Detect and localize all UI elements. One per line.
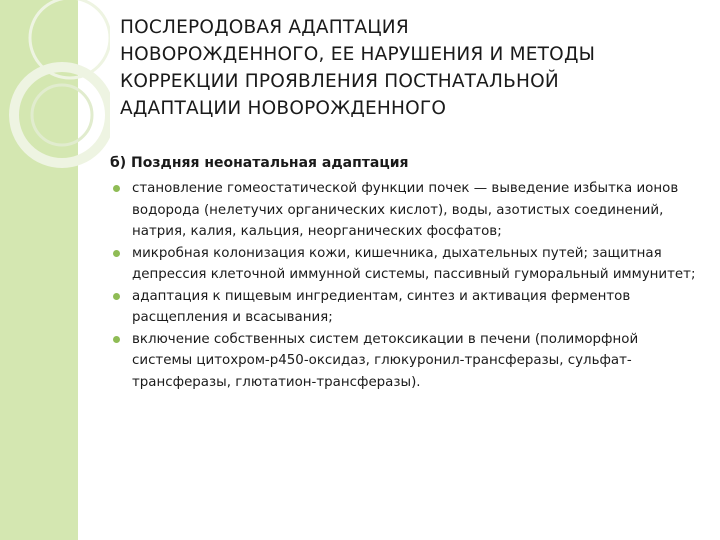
list-item-text: адаптация к пищевым ингредиентам, синтез и активация ферментов расщепления и всасывания;	[132, 288, 631, 325]
list-item	[110, 178, 700, 243]
title-line: ПОСЛЕРОДОВАЯ АДАПТАЦИЯ	[120, 17, 409, 38]
round-bullet-icon	[113, 336, 120, 343]
list-item	[110, 286, 700, 329]
slide-title	[120, 14, 710, 122]
list-item	[110, 243, 700, 286]
section-heading: б) Поздняя неонатальная адаптация	[110, 155, 409, 171]
list-item-text: становление гомеостатической функции почек — выведение избытка ионов водорода (нелетучих органических кислот), воды, азотистых соединений, натрия, калия, кальция, неорганических фосфатов;	[132, 181, 679, 239]
title-line: КОРРЕКЦИИ ПРОЯВЛЕНИЯ ПОСТНАТАЛЬНОЙ	[120, 71, 559, 92]
list-item-text: микробная колонизация кожи, кишечника, дыхательных путей; защитная депрессия клеточной иммунной системы, пассивный гуморальный иммунитет;	[132, 245, 696, 282]
bullet-list	[110, 178, 700, 393]
title-line: НОВОРОЖДЕННОГО, ЕЕ НАРУШЕНИЯ И МЕТОДЫ	[120, 44, 596, 65]
list-item-text: включение собственных систем детоксикации в печени (полиморфной системы цитохром-р450-оксидаз, глюкуронил-трансферазы, сульфат-трансферазы, глютатион-трансферазы).	[132, 331, 639, 390]
list-item	[110, 329, 700, 394]
round-bullet-icon	[113, 250, 120, 257]
title-line: АДАПТАЦИИ НОВОРОЖДЕННОГО	[120, 98, 447, 119]
concentric-rings-decoration	[0, 0, 110, 200]
round-bullet-icon	[113, 185, 120, 192]
round-bullet-icon	[113, 293, 120, 300]
